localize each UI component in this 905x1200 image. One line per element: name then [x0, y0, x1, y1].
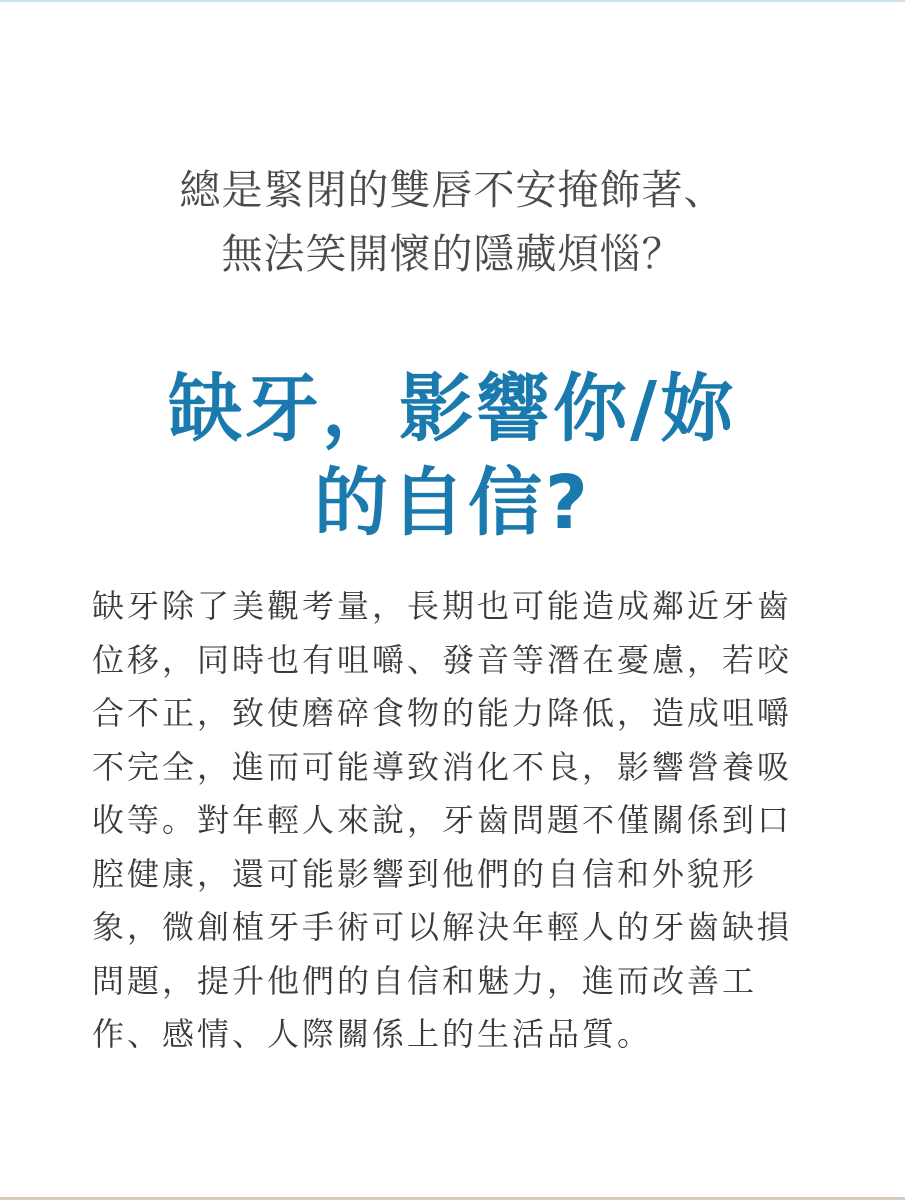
- headline: [0, 362, 905, 550]
- body-line: 象，微創植牙手術可以解決年輕人的牙齒缺損: [92, 908, 793, 946]
- body-line: 作、感情、人際關係上的生活品質。: [92, 1015, 653, 1053]
- intro-question: [0, 158, 905, 286]
- intro-line-1: 總是緊閉的雙唇不安掩飾著、: [179, 166, 726, 214]
- body-line: 問題，提升他們的自信和魅力，進而改善工: [92, 961, 758, 1000]
- body-line: 位移，同時也有咀嚼、發音等潛在憂慮，若咬: [92, 640, 793, 679]
- body-line: 合不正，致使磨碎食物的能力降低，造成咀嚼: [92, 694, 793, 732]
- top-divider: [0, 0, 905, 2]
- body-line: 收等。對年輕人來說，牙齒問題不僅關係到口: [92, 801, 793, 839]
- headline-line-2: 的自信?: [314, 460, 591, 546]
- intro-line-2: 無法笑開懷的隱藏煩惱？: [221, 230, 684, 278]
- body-line: 腔健康，還可能影響到他們的自信和外貌形: [92, 854, 758, 893]
- body-paragraph: [92, 580, 817, 1062]
- body-line: 不完全，進而可能導致消化不良，影響營養吸: [92, 747, 793, 786]
- headline-line-1: 缺牙，影響你/妳: [167, 366, 738, 452]
- body-line: 缺牙除了美觀考量，長期也可能造成鄰近牙齒: [92, 587, 793, 625]
